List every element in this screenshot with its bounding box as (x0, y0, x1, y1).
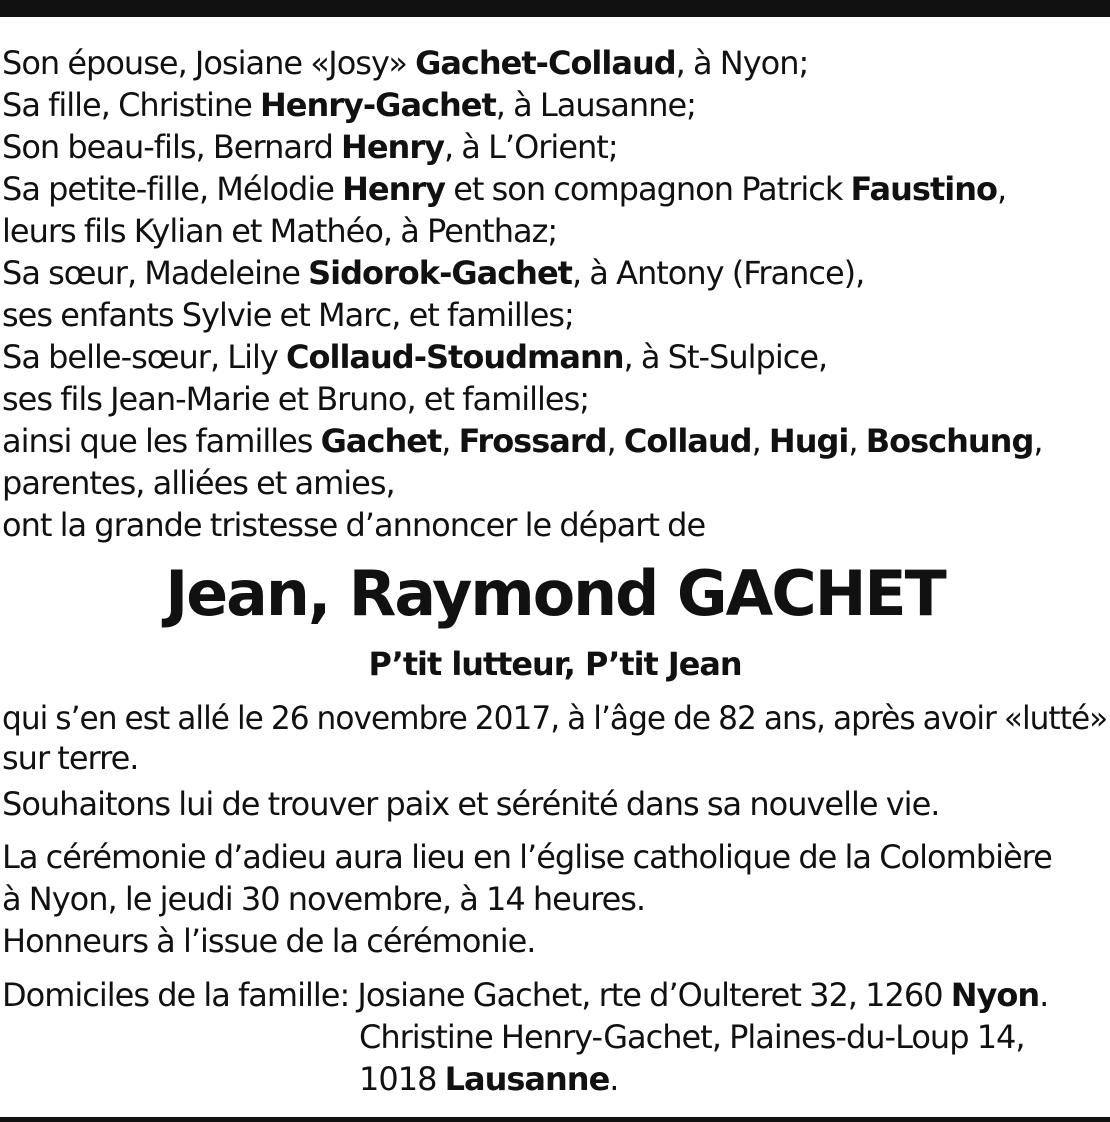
paragraph-line: La cérémonie d’adieu aura lieu en l’église catholique de la Colombière (2, 838, 1052, 876)
family-text: Son beau-fils, Bernard (2, 128, 342, 166)
family-surname: Henry (342, 170, 446, 208)
ceremony-paragraph (2, 836, 1108, 962)
paragraph-line: sur terre. (2, 739, 139, 777)
domicile-punctuation: . (1039, 976, 1049, 1014)
domicile-address: Christine Henry-Gachet, Plaines-du-Loup 14, (359, 1018, 1025, 1056)
family-domiciles (2, 974, 1108, 1100)
family-text: et son compagnon Patrick (445, 170, 851, 208)
paragraph-line: Souhaitons lui de trouver paix et sérénité dans sa nouvelle vie. (2, 785, 940, 823)
family-text: , (751, 422, 769, 460)
family-text: ainsi que les familles (2, 422, 321, 460)
family-text: leurs fils Kylian et Mathéo, à Penthaz; (2, 212, 558, 250)
family-surname: Sidorok-Gachet (308, 254, 572, 292)
family-text: ses enfants Sylvie et Marc, et familles; (2, 296, 574, 334)
family-text: , (996, 170, 1007, 208)
family-text: Son épouse, Josiane «Josy» (2, 44, 416, 82)
family-text: , (848, 422, 866, 460)
domicile-line (2, 1058, 1108, 1100)
family-line (2, 126, 1108, 168)
family-line (2, 168, 1108, 210)
family-surname: Faustino (850, 170, 997, 208)
domicile-line (2, 974, 1108, 1016)
deceased-nickname: P’tit lutteur, P’tit Jean (368, 645, 742, 683)
family-text: Sa fille, Christine (2, 86, 260, 124)
domicile-city: Lausanne (444, 1060, 610, 1098)
family-line (2, 462, 1108, 504)
family-line (2, 420, 1108, 462)
domicile-city: Nyon (950, 976, 1040, 1014)
family-line (2, 504, 1108, 546)
family-text: , (1033, 422, 1043, 460)
wish-paragraph (2, 783, 1108, 825)
paragraph-line: Honneurs à l’issue de la cérémonie. (2, 922, 536, 960)
domiciles-label: Domiciles de la famille: (2, 976, 358, 1014)
bottom-border-rule (0, 1117, 1110, 1122)
family-surname: Collaud (623, 422, 752, 460)
family-text: Sa sœur, Madeleine (2, 254, 309, 292)
family-surname: Gachet (320, 422, 442, 460)
passing-paragraph (2, 698, 1108, 778)
family-text: Sa belle-sœur, Lily (2, 338, 287, 376)
domicile-line (2, 1016, 1108, 1058)
family-surname: Henry (341, 128, 444, 166)
family-surname: Frossard (458, 422, 607, 460)
family-line (2, 378, 1108, 420)
deceased-name: Jean, Raymond GACHET (165, 557, 945, 630)
family-surname: Collaud-Stoudmann (286, 338, 624, 376)
domicile-punctuation: . (609, 1060, 619, 1098)
family-text: ont la grande tristesse d’annoncer le départ de (2, 506, 706, 544)
top-border-rule (0, 0, 1110, 17)
family-line (2, 210, 1108, 252)
family-line (2, 336, 1108, 378)
family-surname: Hugi (768, 422, 849, 460)
family-text: , à Lausanne; (495, 86, 696, 124)
family-line (2, 294, 1108, 336)
family-text: , à St-Sulpice, (623, 338, 828, 376)
family-text: , à L’Orient; (443, 128, 618, 166)
family-text: , (441, 422, 459, 460)
family-text: , à Nyon; (675, 44, 809, 82)
family-surname: Gachet-Collaud (415, 44, 676, 82)
family-text: ses fils Jean-Marie et Bruno, et familles; (2, 380, 590, 418)
family-text: parentes, alliées et amies, (2, 464, 395, 502)
domicile-address: Josiane Gachet, rte d’Oulteret 32, 1260 (357, 976, 951, 1014)
paragraph-line: à Nyon, le jeudi 30 novembre, à 14 heures. (2, 880, 646, 918)
family-announcement (2, 42, 1108, 546)
domicile-postcode: 1018 (359, 1060, 445, 1098)
family-text: Sa petite-fille, Mélodie (2, 170, 343, 208)
family-surname: Boschung (865, 422, 1034, 460)
family-line (2, 42, 1108, 84)
family-line (2, 84, 1108, 126)
family-text: , à Antony (France), (571, 254, 865, 292)
paragraph-line: qui s’en est allé le 26 novembre 2017, à l’âge de 82 ans, après avoir «lutté» (2, 699, 1108, 737)
family-line (2, 252, 1108, 294)
family-text: , (606, 422, 624, 460)
family-surname: Henry-Gachet (259, 86, 496, 124)
